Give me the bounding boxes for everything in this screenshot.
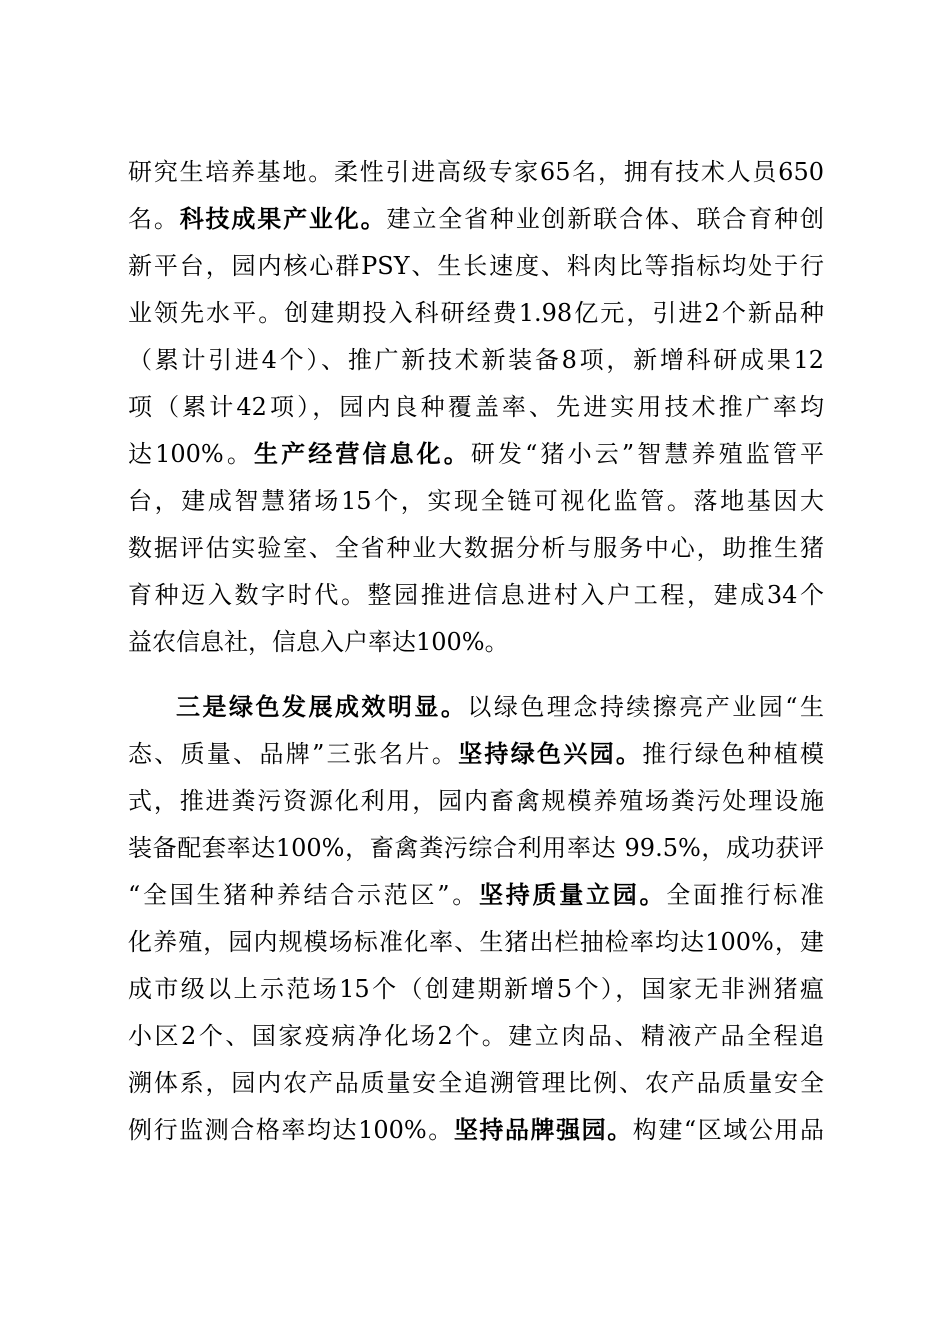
line-6-seg-1: 项（累计42项），园内良种覆盖率、先进实用技术推广率均 <box>128 393 824 421</box>
text-line-1 <box>128 152 824 192</box>
text-line-5 <box>128 340 824 380</box>
text-line-3 <box>128 246 824 286</box>
heading-green-development: 三是绿色发展成效明显。 <box>176 693 468 721</box>
line-15-seg-1: 装备配套率达100%，畜禽粪污综合利用率达 99.5%，成功获评 <box>128 834 824 862</box>
text-line-11 <box>128 622 824 662</box>
text-line-12 <box>176 687 824 727</box>
line-2-seg-1: 名。 <box>128 205 180 233</box>
text-line-17 <box>128 922 824 962</box>
heading-brand-park: 坚持品牌强园。 <box>453 1116 633 1144</box>
heading-tech-industrialization: 科技成果产业化。 <box>179 205 387 233</box>
text-line-14 <box>128 781 824 821</box>
line-11-seg-1: 益农信息社，信息入户率达100%。 <box>128 628 509 656</box>
text-line-7 <box>128 434 824 474</box>
line-14-seg-1: 式，推进粪污资源化利用，园内畜禽规模养殖场粪污处理设施 <box>128 787 824 815</box>
text-line-10 <box>128 575 824 615</box>
text-line-13 <box>128 734 824 774</box>
line-9-seg-1: 数据评估实验室、全省种业大数据分析与服务中心，助推生猪 <box>128 534 824 562</box>
heading-production-informatization: 生产经营信息化。 <box>253 440 471 468</box>
line-7-seg-1: 达100%。 <box>128 440 254 468</box>
heading-quality-park: 坚持质量立园。 <box>479 881 667 909</box>
heading-green-park: 坚持绿色兴园。 <box>458 740 643 768</box>
line-20-seg-1: 溯体系，园内农产品质量安全追溯管理比例、农产品质量安全 <box>128 1069 824 1097</box>
line-3-seg-1: 新平台，园内核心群PSY、生长速度、料肉比等指标均处于行 <box>128 252 824 280</box>
text-line-16 <box>128 875 824 915</box>
line-12-seg-2: 以绿色理念持续擦亮产业园“生 <box>467 693 824 721</box>
text-line-2 <box>128 199 824 239</box>
text-line-19 <box>128 1016 824 1056</box>
line-17-seg-1: 化养殖，园内规模场标准化率、生猪出栏抽检率均达100%，建 <box>128 928 824 956</box>
line-16-seg-3: 全面推行标准 <box>666 881 825 909</box>
line-4-seg-1: 业领先水平。创建期投入科研经费1.98亿元，引进2个新品种 <box>128 299 824 327</box>
line-13-seg-1: 态、质量、品牌”三张名片。 <box>128 740 459 768</box>
text-line-9 <box>128 528 824 568</box>
text-line-6 <box>128 387 824 427</box>
text-line-15 <box>128 828 824 868</box>
line-19-seg-1: 小区2个、国家疫病净化场2个。建立肉品、精液产品全程追 <box>128 1022 824 1050</box>
line-7-seg-3: 研发“猪小云”智慧养殖监管平 <box>470 440 824 468</box>
line-8-seg-1: 台，建成智慧猪场15个，实现全链可视化监管。落地基因大 <box>128 487 824 515</box>
line-13-seg-3: 推行绿色种植模 <box>642 740 824 768</box>
line-18-seg-1: 成市级以上示范场15个（创建期新增5个），国家无非洲猪瘟 <box>128 975 824 1003</box>
text-line-21 <box>128 1110 824 1150</box>
text-line-8 <box>128 481 824 521</box>
line-10-seg-1: 育种迈入数字时代。整园推进信息进村入户工程，建成34个 <box>128 581 824 609</box>
line-2-seg-3: 建立全省种业创新联合体、联合育种创 <box>386 205 825 233</box>
line-16-seg-1: “全国生猪种养结合示范区”。 <box>128 881 480 909</box>
line-1-seg-1: 研究生培养基地。柔性引进高级专家65名，拥有技术人员650 <box>128 158 824 186</box>
line-21-seg-1: 例行监测合格率均达100%。 <box>128 1116 454 1144</box>
line-21-seg-3: 构建“区域公用品 <box>632 1116 824 1144</box>
text-line-18 <box>128 969 824 1009</box>
line-5-seg-1: （累计引进4个）、推广新技术新装备8项，新增科研成果12 <box>128 346 824 374</box>
text-line-4 <box>128 293 824 333</box>
text-line-20 <box>128 1063 824 1103</box>
